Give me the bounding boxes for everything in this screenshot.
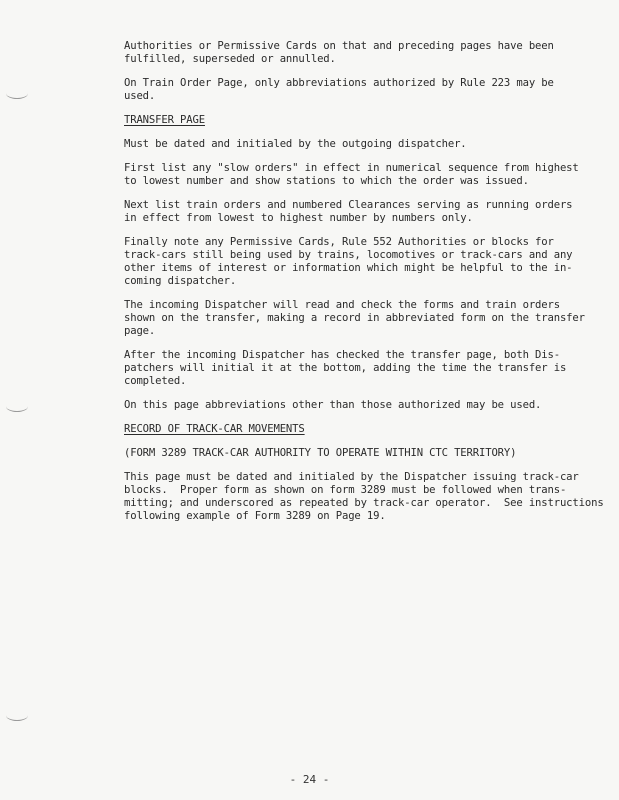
line: to lowest number and show stations to which the order was issued. xyxy=(124,175,529,187)
document-body xyxy=(124,40,602,523)
line: On Train Order Page, only abbreviations authorized by Rule 223 may be xyxy=(124,77,554,89)
punch-hole-mark-top xyxy=(6,88,28,99)
line: Next list train orders and numbered Clearances serving as running orders xyxy=(124,199,573,211)
line: completed. xyxy=(124,375,187,387)
line: patchers will initial it at the bottom, adding the time the transfer is xyxy=(124,362,567,374)
paragraph-9 xyxy=(124,399,602,412)
line: other items of interest or information which might be helpful to the in- xyxy=(124,262,573,274)
line: in effect from lowest to highest number by numbers only. xyxy=(124,212,473,224)
line: shown on the transfer, making a record in abbreviated form on the transfer xyxy=(124,312,585,324)
line: The incoming Dispatcher will read and check the forms and train orders xyxy=(124,299,560,311)
paragraph-1 xyxy=(124,40,602,66)
paragraph-7 xyxy=(124,299,602,338)
paragraph-2 xyxy=(124,77,602,103)
line: blocks. Proper form as shown on form 3289 must be followed when trans- xyxy=(124,484,567,496)
line: fulfilled, superseded or annulled. xyxy=(124,53,336,65)
line: mitting; and underscored as repeated by track-car operator. See instructions xyxy=(124,497,604,509)
line: track-cars still being used by trains, locomotives or track-cars and any xyxy=(124,249,573,261)
paragraph-4 xyxy=(124,162,602,188)
line: Finally note any Permissive Cards, Rule 552 Authorities or blocks for xyxy=(124,236,554,248)
line: used. xyxy=(124,90,156,102)
paragraph-11 xyxy=(124,471,602,523)
paragraph-3 xyxy=(124,138,602,151)
line: On this page abbreviations other than those authorized may be used. xyxy=(124,399,542,411)
line: Authorities or Permissive Cards on that and preceding pages have been xyxy=(124,40,554,52)
paragraph-5 xyxy=(124,199,602,225)
page-number: - 24 - xyxy=(289,773,330,786)
line: coming dispatcher. xyxy=(124,275,237,287)
line: This page must be dated and initialed by the Dispatcher issuing track-car xyxy=(124,471,579,483)
punch-hole-mark-middle xyxy=(6,401,28,412)
line: page. xyxy=(124,325,156,337)
section-heading-transfer-page: TRANSFER PAGE xyxy=(124,114,205,126)
line: Must be dated and initialed by the outgoing dispatcher. xyxy=(124,138,467,150)
line: First list any "slow orders" in effect in numerical sequence from highest xyxy=(124,162,579,174)
line: following example of Form 3289 on Page 19. xyxy=(124,510,386,522)
paragraph-8 xyxy=(124,349,602,388)
section-heading-track-car-movements: RECORD OF TRACK-CAR MOVEMENTS xyxy=(124,423,305,435)
line: (FORM 3289 TRACK-CAR AUTHORITY TO OPERATE WITHIN CTC TERRITORY) xyxy=(124,447,517,459)
paragraph-10 xyxy=(124,447,602,460)
paragraph-6 xyxy=(124,236,602,288)
punch-hole-mark-bottom xyxy=(6,710,28,721)
line: After the incoming Dispatcher has checked the transfer page, both Dis- xyxy=(124,349,560,361)
